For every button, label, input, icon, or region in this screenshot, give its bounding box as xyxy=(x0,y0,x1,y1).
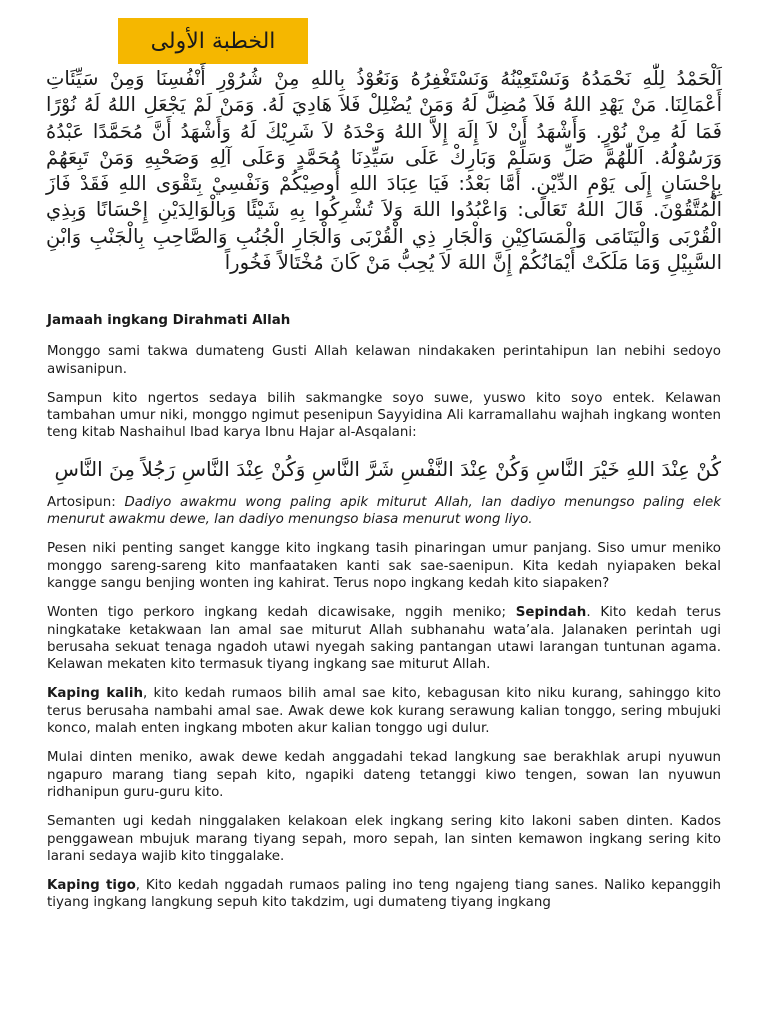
first-sermon-heading xyxy=(118,18,308,64)
paragraph-semanten: Semanten ugi kedah ninggalaken kelakoan elek ingkang sering kito lakoni saben dinten. Kados penggawean mbujuk marang tiyang sepah, moro sepah, lan sinten kemawon ingkang sering kito larani sedaya wajib kito tinggalake. xyxy=(47,814,721,864)
paragraph-sepindah-body: . Kito kedah terus ningkatake ketakwaan lan amal sae miturut Allah subhanahu wata’ala. Jalanaken perintah ugi berusaha sekuat tenaga ngadoh utawi nyegah saking pantangan utawi larangan tuntunan agama. Kelawan mekaten kito termasuk tiyang ingkang sae miturut Allah. xyxy=(47,605,721,673)
arabic-opening-text: اَلْحَمْدُ لِلّٰهِ نَحْمَدُهُ وَنَسْتَعِيْنُهُ وَنَسْتَغْفِرُهُ وَنَعُوْذُ بِاللهِ مِنْ شُرُوْرِ أَنْفُسِنَا وَمِنْ سَيِّئَاتِ أَعْمَالِنَا. مَنْ يَهْدِ اللهُ فَلاَ مُضِلَّ لَهُ وَمَنْ يُضْلِلْ فَلاَ هَادِيَ لَهُ. وَمَنْ لَمْ يَجْعَلِ اللهُ لَهُ نُوْرًا فَمَا لَهُ مِنْ نُوْرٍ. وَأَشْهَدُ أَنْ لاَ إِلَهَ إِلاَّ اللهُ وَحْدَهُ لاَ شَرِيْكَ لَهُ وَأَشْهَدُ أَنَّ مُحَمَّدًا عَبْدُهُ وَرَسُوْلُهُ. اَللّٰهُمَّ صَلِّ وَسَلِّمْ وَبَارِكْ عَلَى سَيِّدِنَا مُحَمَّدٍ وَعَلَى آلِهِ وَصَحْبِهِ وَمَنْ تَبِعَهُمْ بِإِحْسَانٍ إِلَى يَوْمِ الدِّيْنِ. أَمَّا بَعْدُ: فَيَا عِبَادَ اللهِ أُوصِيْكُمْ وَنَفْسِيْ بِتَقْوَى اللهِ فَقَدْ فَازَ الْمُتَّقُوْنَ. قَالَ اللهُ تَعَالَى: وَاعْبُدُوا اللهَ وَلاَ تُشْرِكُوا بِهِ شَيْئًا وَبِالْوَالِدَيْنِ إِحْسَانًا وَبِذِي الْقُرْبَى وَالْيَتَامَى وَالْمَسَاكِيْنِ وَالْجَارِ ذِي الْقُرْبَى وَالْجَارِ الْجُنُبِ وَالصَّاحِبِ بِالْجَنْبِ وَابْنِ السَّبِيْلِ وَمَا مَلَكَتْ أَيْمَانُكُمْ إِنَّ اللهَ لاَ يُحِبُّ مَنْ كَانَ مُخْتَالاً فَخُوراً xyxy=(46,67,722,275)
sepindah-bold: Sepindah xyxy=(515,605,587,621)
kaping-tigo-bold: Kaping tigo xyxy=(47,878,136,894)
translation-text: Dadiyo awakmu wong paling apik miturut Allah, lan dadiyo menungso paling elek menurut awakmu dewe, lan dadiyo menungso biasa menurut wong liyo. xyxy=(47,494,721,528)
paragraph-kaping-tigo xyxy=(47,877,721,912)
paragraph-sepindah xyxy=(47,604,721,673)
paragraph-sepindah-intro: Wonten tigo perkoro ingkang kedah dicawisake, nggih meniko; xyxy=(47,605,516,621)
paragraph-kaping-kalih-body: , kito kedah rumaos bilih amal sae kito, kebagusan kito niku kurang, sahinggo kito terus berusaha nambahi amal sae. Awak dewe kok kurang serawung kalian tonggo, sering mbujuki konco, malah enten ingkang mboten akur kalian tonggo ugi dulur. xyxy=(47,686,721,737)
arabic-quote: كُنْ عِنْدَ اللهِ خَيْرَ النَّاسِ وَكُنْ عِنْدَ النَّفْسِ شَرَّ النَّاسِ وَكُنْ عِنْدَ النَّاسِ رَجُلاً مِنَ النَّاسِ xyxy=(54,456,721,481)
paragraph-umur: Sampun kito ngertos sedaya bilih sakmangke soyo suwe, yuswo kito soyo entek. Kelawan tambahan umur niki, monggo ngimut pesenipun Sayyidina Ali karramallahu wajhah ingkang wonten teng kitab Nashaihul Ibad karya Ibnu Hajar al-Asqalani: xyxy=(47,390,721,441)
translation-paragraph xyxy=(47,494,721,529)
paragraph-kaping-tigo-body: , Kito kedah nggadah rumaos paling ino teng ngajeng tiang sanes. Naliko kepanggih tiyang ingkang langkung sepuh kito takdzim, ugi dumateng tiyang ingkang xyxy=(47,878,721,911)
paragraph-pesen: Pesen niki penting sanget kangge kito ingkang tasih pinaringan umur panjang. Siso umur meniko monggo sareng-sareng kito manfaataken kanti sak sae-saenipun. Kita kedah nyiapaken bekal kangge sangu benjing wonten ing kahirat. Terus nopo ingkang kedah kito siapaken? xyxy=(47,541,721,591)
heading-title: الخطبة الأولى xyxy=(150,28,276,54)
translation-label: Artosipun: xyxy=(47,494,125,510)
kaping-kalih-bold: Kaping kalih xyxy=(47,686,144,702)
paragraph-kaping-kalih xyxy=(47,685,721,737)
congregation-subheading: Jamaah ingkang Dirahmati Allah xyxy=(47,313,291,328)
paragraph-takwa: Monggo sami takwa dumateng Gusti Allah kelawan nindakaken perintahipun lan nebihi sedoyo awisanipun. xyxy=(47,344,721,377)
sermon-body xyxy=(47,312,721,924)
paragraph-mulai: Mulai dinten meniko, awak dewe kedah anggadahi tekad langkung sae berakhlak arupi nyuwun ngapuro marang tiang sepah kito, ngapiki dateng tetanggi kiwo tengen, sowan lan nyuwun ridhanipun guru-guru kito. xyxy=(47,750,721,800)
